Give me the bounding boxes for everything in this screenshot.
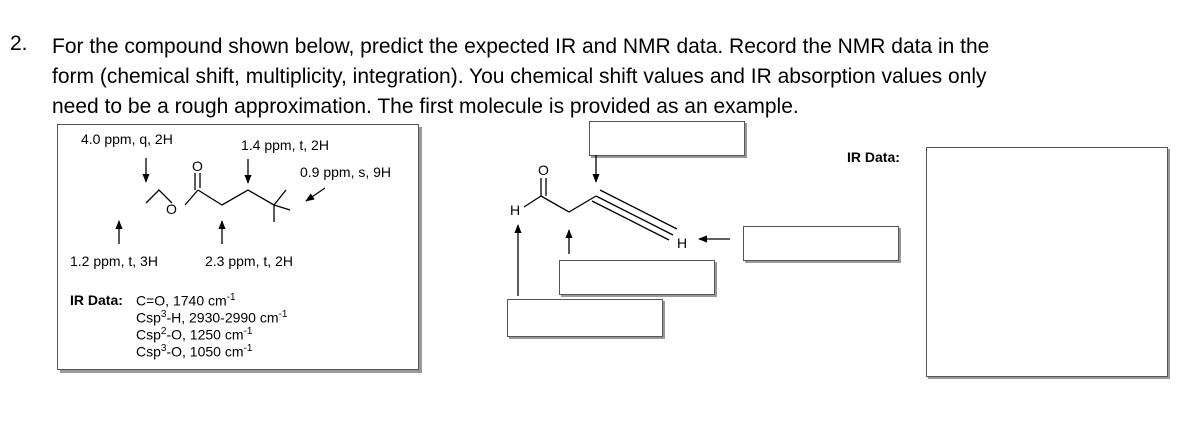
problem-carbonyl-o: O: [538, 162, 549, 178]
example-chain-right: [198, 190, 274, 205]
problem-ir-label: IR Data:: [847, 149, 900, 165]
problem-alkyne-h: H: [677, 235, 688, 251]
question-line-3: need to be a rough approximation. The first molecule is provided as an example.: [52, 95, 799, 118]
label-ch2-o: 4.0 ppm, q, 2H: [81, 131, 173, 147]
problem-chain: [541, 196, 596, 212]
label-ch3: 1.2 ppm, t, 3H: [70, 253, 158, 269]
problem-aldehyde-h: H: [510, 202, 521, 218]
question-line-1: For the compound shown below, predict the expected IR and NMR data. Record the NMR data in the: [52, 35, 990, 58]
ir-line-co: C=O, 1740 $cm^{-1}$: [136, 292, 236, 309]
ir-line-csp2o: Csp$^2$-O, 1250 $cm^{-1}$: [136, 326, 253, 343]
example-ester-o: O: [166, 201, 177, 217]
label-tbu: 0.9 ppm, s, 9H: [300, 164, 392, 180]
example-carbonyl-o: O: [192, 158, 203, 174]
label-ch2-co: 2.3 ppm, t, 2H: [205, 253, 293, 269]
label-ch2-t: 1.4 ppm, t, 2H: [241, 137, 329, 153]
example-ir-title: IR Data:: [70, 292, 123, 308]
question-number: 2.: [10, 32, 28, 55]
ir-line-csp3h: Csp$^3$-H, 2930-2990 $cm^{-1}$: [136, 309, 288, 326]
ir-line-csp3o: Csp$^3$-O, 1050 $cm^{-1}$: [136, 343, 253, 360]
question-line-2: form (chemical shift, multiplicity, integration). You chemical shift values and IR absorption values only: [52, 65, 987, 88]
